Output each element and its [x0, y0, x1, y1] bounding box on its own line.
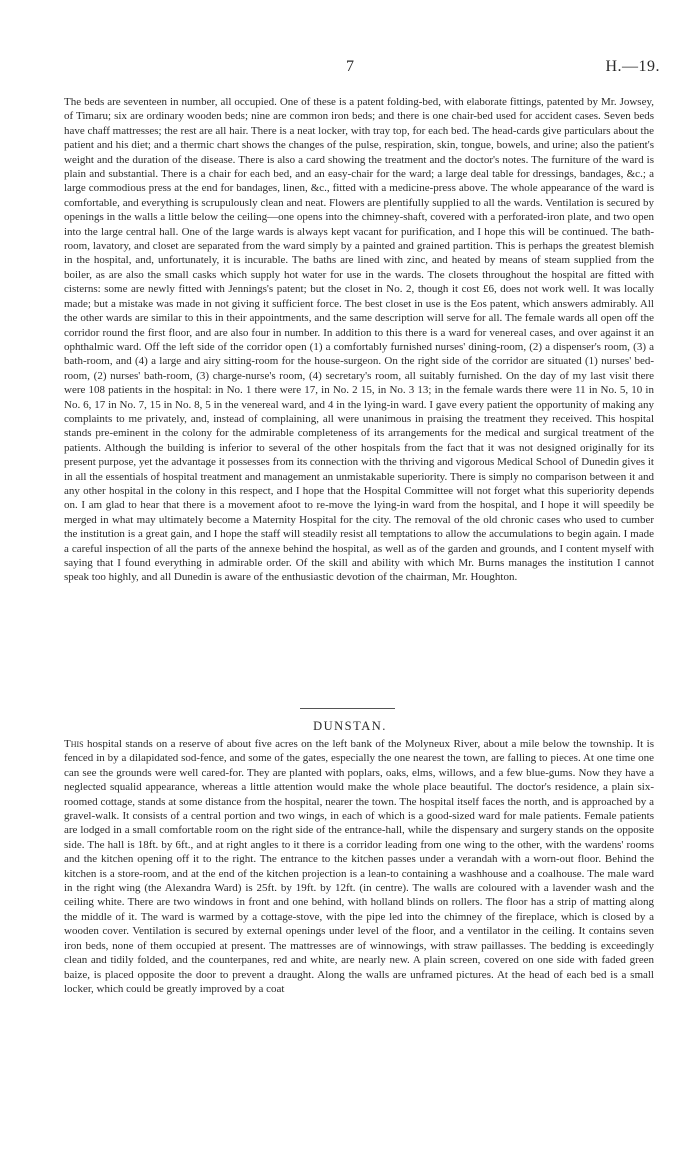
paragraph-dunstan — [64, 737, 654, 996]
section-divider — [300, 708, 395, 709]
paragraph-dunstan-text: hospital stands on a reserve of about five acres on the left bank of the Molyneux River, about a mile below the township. It is fenced in by a dilapidated sod-fence, and some of the gates, especially the one nearest the town, are falling to pieces. At one time one can see the grounds were well cared-for. They are planted with poplars, oaks, elms, willows, and a few blue-gums. Now they have a neglected squalid appearance, whereas a little attention would make the whole place beautiful. The doctor's residence, a plain six-roomed cottage, stands at some distance from the hospital, nearer the town. The hospital itself faces the north, and is approached by a gravel-walk. It consists of a central portion and two wings, in each of which is a good-sized ward for male patients. Female patients are lodged in a small comfortable room on the right side of the entrance-hall, while the dispensary and surgery stands on the opposite side. The hall is 18ft. by 6ft., and at right angles to it there is a corridor leading from one wing to the other, with the wardens' rooms and the kitchen opening off it to the right. The entrance to the kitchen passes under a verandah with a worn-out floor. Behind the kitchen is a store-room, and at the end of the kitchen projection is a lean-to containing a washhouse and a coalhouse. The male ward in the right wing (the Alexandra Ward) is 25ft. by 19ft. by 12ft. (in centre). The walls are coloured with a lavender wash and the ceiling white. There are two windows in front and one behind, with holland blinds on rollers. The floor has a strip of matting along the middle of it. The ward is warmed by a cottage-stove, with the pipe led into the chimney of the fireplace, which is closed by a wooden cover. Ventilation is secured by external openings under level of the floor, and a ventilator in the ceiling. It contains seven iron beds, none of them occupied at present. The mattresses are of winnowings, with straw paillasses. The bedding is exceedingly clean and tidily folded, and the counterpanes, red and white, are nearly new. A plain screen, covered on one side with faded green baize, is placed opposite the door to prevent a draught. Along the walls are unframed pictures. At the head of each bed is a small locker, which could be greatly improved by a coat — [64, 738, 654, 995]
paragraph-lead-word: This — [64, 738, 84, 750]
page-number: 7 — [346, 58, 354, 75]
section-title: DUNSTAN. — [313, 719, 387, 733]
paragraph-hospital-wards: The beds are seventeen in number, all occupied. One of these is a patent folding-bed, with elaborate fittings, patented by Mr. Jowsey, of Timaru; six are ordinary wooden beds; nine are common iron beds; and there is one chair-bed used for accident cases. Seven beds have chaff mattresses; the rest are all hair. There is a neat locker, with tray top, for each bed. The head-cards give particulars about the patient and his diet; and a thermic chart shows the changes of the pulse, respiration, skin, tongue, bowels, and urine; also the patient's weight and the duration of the disease. There is also a card showing the treatment and the doctor's notes. The furniture of the ward is plain and substantial. There is a chair for each bed, and an easy-chair for the ward; a large deal table for dressings, bandages, &c.; a large commodious press at the end for bandages, linen, &c., fitted with a medicine-press above. The whole appearance of the ward is comfortable, and everything is scrupulously clean and neat. Flowers are plentifully supplied to all the wards. Ventilation is secured by openings in the walls a little below the ceiling—one opens into the chimney-shaft, covered with a perforated-iron plate, and two open into the large central hall. One of the large wards is always kept vacant for purification, and I hope this will be continued. The bath-room, lavatory, and closet are separated from the ward simply by a painted and grained partition. This is perhaps the greatest blemish in the hospital, and, unfortunately, it is incurable. The baths are lined with zinc, and heated by means of steam supplied from the boiler, as are also the small casks which supply hot water for use in the wards. The closets throughout the hospital are fitted with cisterns: some are newly fitted with Jennings's patent; but the closet in No. 2, though it cost £6, does not work well. It was locally made; but a mistake was made in not giving it sufficient force. The best closet in use is the Eos patent, which answers admirably. All the other wards are similar to this in their appointments, and the same description will serve for all. The female wards all open off the corridor round the first floor, and are also four in number. In addition to this there is a ward for venereal cases, and over against it an ophthalmic ward. Off the left side of the corridor open (1) a comfortably furnished nurses' dining-room, (2) a dispenser's room, (3) a bath-room, and (4) a large and airy sitting-room for the house-surgeon. On the right side of the corridor are situated (1) nurses' bed-room, (2) nurses' bath-room, (3) charge-nurse's room, (4) secretary's room, all suitably furnished. On the day of my last visit there were 108 patients in the hospital: in No. 1 there were 17, in No. 2 15, in No. 3 13; in the female wards there were 11 in No. 5, 10 in No. 6, 17 in No. 7, 15 in No. 8, 5 in the venereal ward, and 4 in the lying-in ward. I gave every patient the opportunity of making any complaints to me privately, and, instead of complaining, all were unanimous in praising the treatment they received. This hospital stands pre-eminent in the colony for the admirable completeness of its arrangements for the medical and surgical treatment of the patients. Although the building is inferior to several of the other hospitals from the fact that it was not designed originally for its present purpose, yet the advantage it possesses from its connection with the thriving and vigorous Medical School of Dunedin gives it in all the essentials of hospital treatment and management an unmistakable superiority. There is simply no comparison between it and any other hospital in the colony in this respect, and I hope that the Hospital Committee will not forget what this superiority depends on. I am glad to hear that there is a movement afoot to re-move the lying-in ward from the hospital, and I hope it will speedily be merged in what may ultimately become a Maternity Hospital for the city. The removal of the old chronic cases who used to cumber the institution is a great gain, and I hope the staff will steadily resist all temptations to allow the accumulations to begin again. I made a careful inspection of all the parts of the annexe behind the hospital, as well as of the garden and grounds, and I content myself with saying that I found everything in admirable order. Of the skill and ability with which Mr. Burns manages the institution I cannot speak too highly, and all Dunedin is aware of the enthusiastic devotion of the chairman, Mr. Houghton. — [64, 96, 654, 584]
document-reference: H.—19. — [605, 58, 660, 75]
